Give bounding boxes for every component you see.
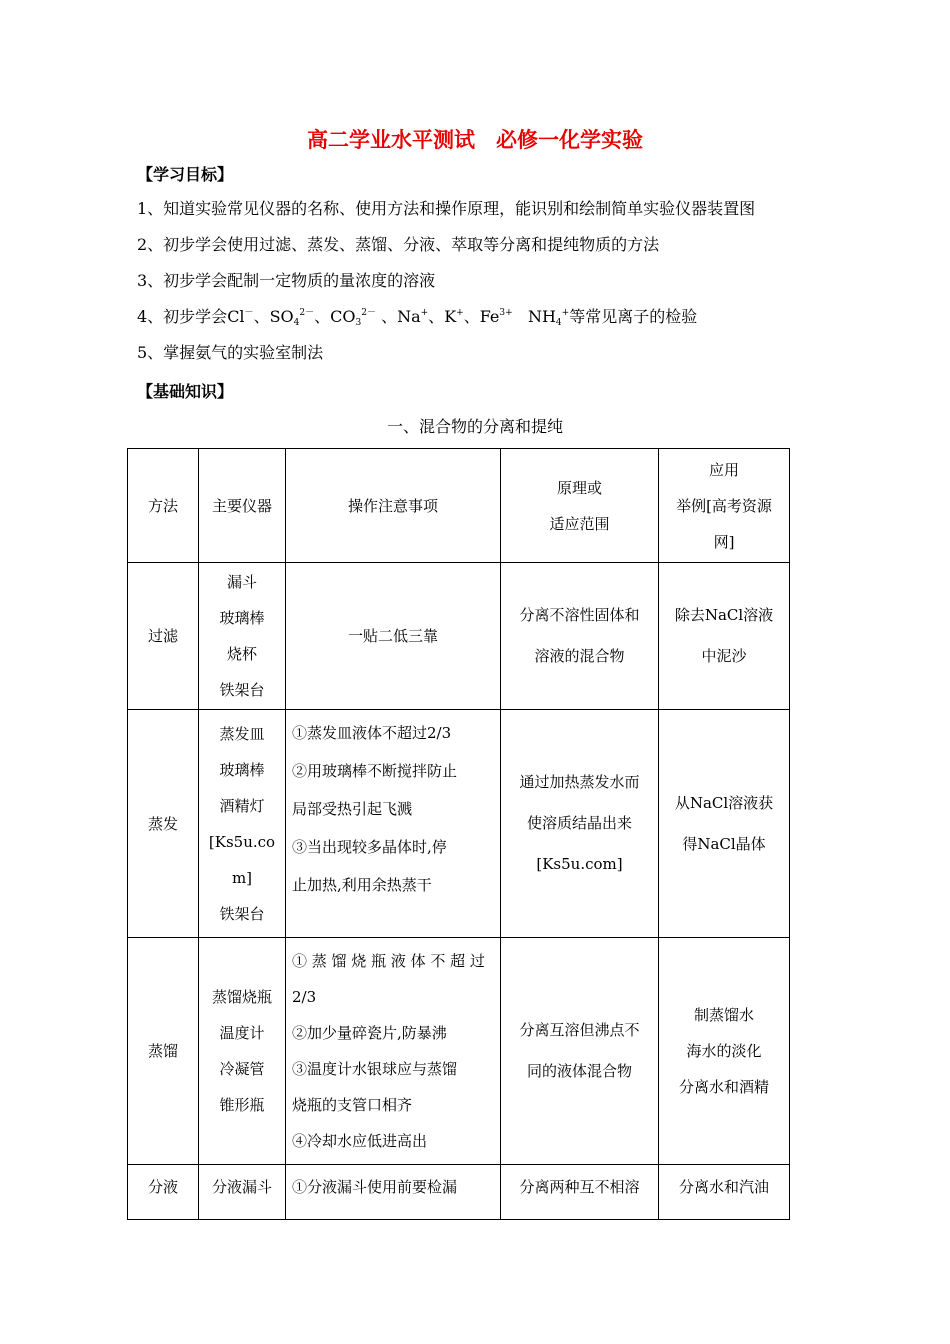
cell-method: 蒸发 bbox=[128, 710, 199, 938]
cell-method: 分液 bbox=[128, 1165, 199, 1220]
header-principle: 原理或 适应范围 bbox=[501, 449, 659, 563]
cell-notes: 一贴二低三靠 bbox=[286, 563, 501, 710]
header-instruments: 主要仪器 bbox=[199, 449, 286, 563]
cell-principle: 分离不溶性固体和 溶液的混合物 bbox=[501, 563, 659, 710]
cell-notes: ①蒸发皿液体不超过2/3 ②用玻璃棒不断搅拌防止 局部受热引起飞溅 ③当出现较多晶体时,停 止加热,利用余热蒸干 bbox=[286, 710, 501, 938]
cell-principle: 分离两种互不相溶 bbox=[501, 1165, 659, 1220]
cell-instruments: 分液漏斗 bbox=[199, 1165, 286, 1220]
table-row bbox=[128, 938, 790, 1165]
cell-method: 蒸馏 bbox=[128, 938, 199, 1165]
objective-1: 1、知道实验常见仪器的名称、使用方法和操作原理，能识别和绘制简单实验仪器装置图 bbox=[137, 199, 756, 218]
header-method: 方法 bbox=[128, 449, 199, 563]
separation-table bbox=[127, 448, 790, 1220]
cell-instruments: 蒸发皿 玻璃棒 酒精灯 [Ks5u.co m] 铁架台 bbox=[199, 710, 286, 938]
table-row bbox=[128, 1165, 790, 1220]
cell-principle: 通过加热蒸发水而 使溶质结晶出来 [Ks5u.com] bbox=[501, 710, 659, 938]
table-title: 一、混合物的分离和提纯 bbox=[386, 417, 563, 436]
cell-method: 过滤 bbox=[128, 563, 199, 710]
table-header-row bbox=[128, 449, 790, 563]
cell-principle: 分离互溶但沸点不 同的液体混合物 bbox=[501, 938, 659, 1165]
objective-3: 3、初步学会配制一定物质的量浓度的溶液 bbox=[137, 271, 436, 290]
header-example: 应用 举例[高考资源 网] bbox=[659, 449, 790, 563]
page-title: 高二学业水平测试 必修一化学实验 bbox=[307, 128, 643, 152]
table-row bbox=[128, 563, 790, 710]
header-notes: 操作注意事项 bbox=[286, 449, 501, 563]
section-heading-goals: 【学习目标】 bbox=[137, 165, 234, 184]
table-row bbox=[128, 710, 790, 938]
objective-4: 4、初步学会Cl－、$SO_4^{2-}$、$CO_3^{2-}$ 、Na+、K+、$Fe^{3+}$ $NH_4^+$等常见离子的检验 bbox=[137, 307, 698, 328]
cell-instruments: 蒸馏烧瓶 温度计 冷凝管 锥形瓶 bbox=[199, 938, 286, 1165]
cell-instruments: 漏斗 玻璃棒 烧杯 铁架台 bbox=[199, 563, 286, 710]
cell-example: 制蒸馏水 海水的淡化 分离水和酒精 bbox=[659, 938, 790, 1165]
objective-2: 2、初步学会使用过滤、蒸发、蒸馏、分液、萃取等分离和提纯物质的方法 bbox=[137, 235, 660, 254]
cell-notes: ① 蒸 馏 烧 瓶 液 体 不 超 过 2/3 ②加少量碎瓷片,防暴沸 ③温度计水银球应与蒸馏 烧瓶的支管口相齐 ④冷却水应低进高出 bbox=[286, 938, 501, 1165]
cell-example: 除去NaCl溶液 中泥沙 bbox=[659, 563, 790, 710]
cell-example: 分离水和汽油 bbox=[659, 1165, 790, 1220]
cell-example: 从NaCl溶液获 得NaCl晶体 bbox=[659, 710, 790, 938]
cell-notes: ①分液漏斗使用前要检漏 bbox=[286, 1165, 501, 1220]
objective-5: 5、掌握氨气的实验室制法 bbox=[137, 343, 324, 362]
section-heading-basics: 【基础知识】 bbox=[137, 382, 234, 401]
